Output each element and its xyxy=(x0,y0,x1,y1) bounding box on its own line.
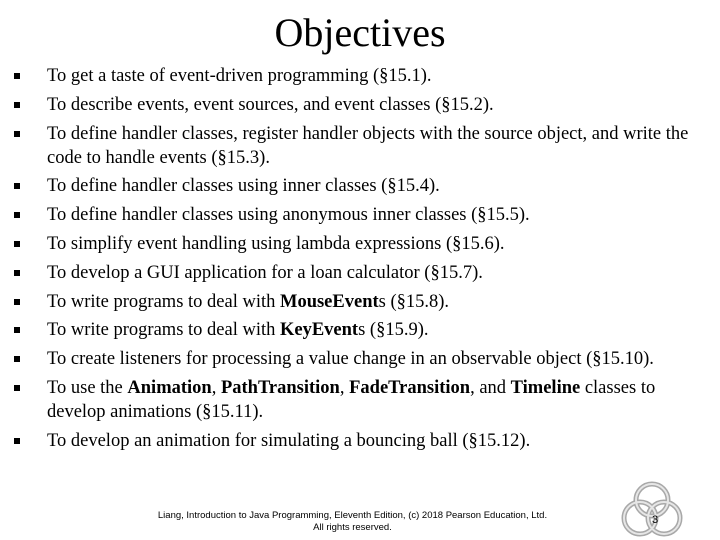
objective-text: To develop a GUI application for a loan calculator (§15.7). xyxy=(47,262,483,283)
objective-text: To write programs to deal with xyxy=(47,320,280,341)
slide-title: Objectives xyxy=(274,10,446,55)
bullet-square-icon xyxy=(14,385,20,391)
objective-item xyxy=(14,376,714,424)
three-interlocking-rings-logo-icon xyxy=(612,478,692,540)
objective-text: , xyxy=(339,377,350,398)
objective-text: s (§15.8). xyxy=(378,291,450,312)
bullet-square-icon xyxy=(14,73,20,79)
objective-text: To create listeners for processing a value change in an observable object (§15.10). xyxy=(47,349,654,370)
bullet-square-icon xyxy=(14,356,20,362)
objective-item xyxy=(14,232,714,256)
objective-item xyxy=(14,318,714,342)
objective-text: To write programs to deal with xyxy=(47,291,280,312)
objective-text: , xyxy=(211,377,221,398)
bullet-square-icon xyxy=(14,241,20,247)
objective-item xyxy=(14,429,714,453)
objective-text: To develop an animation for simulating a bouncing ball (§15.12). xyxy=(47,430,531,451)
objective-item xyxy=(14,122,714,170)
objective-item xyxy=(14,347,714,371)
footer-line-1: Liang, Introduction to Java Programming, Eleventh Edition, (c) 2018 Pearson Education, Ltd. xyxy=(157,510,548,521)
objective-text: To simplify event handling using lambda expressions (§15.6). xyxy=(47,233,505,254)
objective-text: To define handler classes using anonymous inner classes (§15.5). xyxy=(47,205,530,226)
objective-code-term: MouseEvent xyxy=(279,291,379,312)
objective-text: To use the xyxy=(47,377,128,398)
objective-text: classes to develop animations (§15.11). xyxy=(47,377,656,422)
objective-item xyxy=(14,174,714,198)
bullet-square-icon xyxy=(14,131,20,137)
objective-text: , and xyxy=(470,377,511,398)
objective-code-term: PathTransition xyxy=(220,377,340,398)
objective-item xyxy=(14,203,714,227)
bullet-square-icon xyxy=(14,270,20,276)
objective-code-term: Timeline xyxy=(510,377,581,398)
bullet-square-icon xyxy=(14,212,20,218)
footer-citation xyxy=(130,510,575,534)
objective-code-term: KeyEvent xyxy=(279,320,359,341)
objective-text: s (§15.9). xyxy=(358,320,429,341)
objective-item xyxy=(14,93,714,117)
objective-code-term: Animation xyxy=(127,377,212,398)
objectives-list xyxy=(14,64,714,458)
page-number: 3 xyxy=(651,514,659,526)
bullet-square-icon xyxy=(14,438,20,444)
objective-item xyxy=(14,261,714,285)
bullet-square-icon xyxy=(14,183,20,189)
bullet-square-icon xyxy=(14,299,20,305)
bullet-square-icon xyxy=(14,327,20,333)
objective-text: To define handler classes using inner classes (§15.4). xyxy=(47,176,440,197)
objective-item xyxy=(14,64,714,88)
objective-text: To define handler classes, register handler objects with the source object, and write the code to handle events (§15.3). xyxy=(47,123,689,168)
objective-code-term: FadeTransition xyxy=(349,377,471,398)
objective-text: To describe events, event sources, and event classes (§15.2). xyxy=(47,94,494,115)
bullet-square-icon xyxy=(14,102,20,108)
objective-item xyxy=(14,290,714,314)
footer-line-2: All rights reserved. xyxy=(313,522,392,533)
objective-text: To get a taste of event-driven programming (§15.1). xyxy=(47,66,432,86)
